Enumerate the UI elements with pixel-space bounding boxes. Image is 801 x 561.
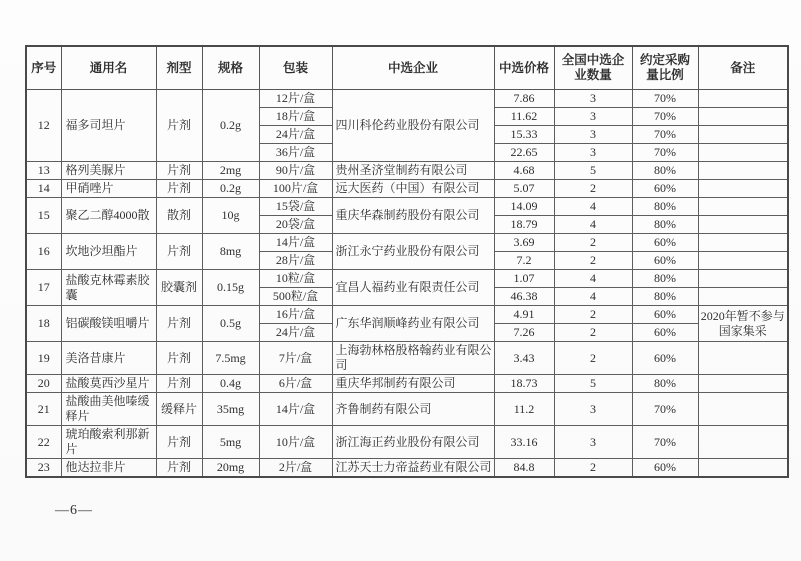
purchase-ratio-cell: 80% — [632, 270, 698, 288]
dosage-form-cell: 片剂 — [156, 459, 202, 478]
generic-name-cell: 福多司坦片 — [61, 90, 156, 162]
generic-name-cell: 铝碳酸镁咀嚼片 — [61, 306, 156, 342]
remark-cell — [698, 270, 788, 288]
enterprise-cell: 四川科伦药业股份有限公司 — [332, 90, 494, 162]
generic-name-cell: 盐酸莫西沙星片 — [61, 375, 156, 393]
enterprise-cell: 贵州圣济堂制药有限公司 — [332, 162, 494, 180]
column-header-5: 中选企业 — [332, 46, 494, 90]
table-row — [26, 306, 788, 324]
price-cell: 14.09 — [494, 198, 554, 216]
generic-name-cell: 格列美脲片 — [61, 162, 156, 180]
price-cell: 18.79 — [494, 216, 554, 234]
remark-cell — [698, 459, 788, 478]
row-number-cell: 17 — [26, 270, 61, 306]
package-cell: 28片/盒 — [259, 252, 332, 270]
row-number-cell: 13 — [26, 162, 61, 180]
price-cell: 84.8 — [494, 459, 554, 478]
table-row — [26, 180, 788, 198]
purchase-ratio-cell: 60% — [632, 342, 698, 375]
package-cell: 6片/盒 — [259, 375, 332, 393]
spec-cell: 8mg — [202, 234, 259, 270]
generic-name-cell: 盐酸克林霉素胶囊 — [61, 270, 156, 306]
enterprise-count-cell: 2 — [554, 459, 632, 478]
enterprise-count-cell: 3 — [554, 108, 632, 126]
purchase-ratio-cell: 70% — [632, 393, 698, 426]
enterprise-count-cell: 2 — [554, 252, 632, 270]
dosage-form-cell: 胶囊剂 — [156, 270, 202, 306]
purchase-ratio-cell: 80% — [632, 216, 698, 234]
remark-cell — [698, 216, 788, 234]
enterprise-cell: 广东华润顺峰药业有限公司 — [332, 306, 494, 342]
column-header-2: 剂型 — [156, 46, 202, 90]
purchase-ratio-cell: 70% — [632, 144, 698, 162]
table-row — [26, 459, 788, 478]
enterprise-count-cell: 2 — [554, 234, 632, 252]
column-header-8: 约定采购量比例 — [632, 46, 698, 90]
remark-cell — [698, 342, 788, 375]
purchase-ratio-cell: 70% — [632, 126, 698, 144]
enterprise-count-cell: 3 — [554, 126, 632, 144]
purchase-ratio-cell: 60% — [632, 252, 698, 270]
row-number-cell: 20 — [26, 375, 61, 393]
purchase-ratio-cell: 60% — [632, 324, 698, 342]
spec-cell: 5mg — [202, 426, 259, 459]
column-header-0: 序号 — [26, 46, 61, 90]
price-cell: 1.07 — [494, 270, 554, 288]
price-cell: 5.07 — [494, 180, 554, 198]
remark-cell — [698, 144, 788, 162]
enterprise-cell: 重庆华邦制药有限公司 — [332, 375, 494, 393]
purchase-ratio-cell: 60% — [632, 306, 698, 324]
price-cell: 3.69 — [494, 234, 554, 252]
remark-cell — [698, 393, 788, 426]
price-cell: 11.62 — [494, 108, 554, 126]
package-cell: 90片/盒 — [259, 162, 332, 180]
purchase-ratio-cell: 80% — [632, 198, 698, 216]
row-number-cell: 12 — [26, 90, 61, 162]
enterprise-count-cell: 4 — [554, 216, 632, 234]
table-row — [26, 198, 788, 216]
enterprise-count-cell: 3 — [554, 90, 632, 108]
dosage-form-cell: 片剂 — [156, 375, 202, 393]
dosage-form-cell: 片剂 — [156, 180, 202, 198]
purchase-ratio-cell: 70% — [632, 90, 698, 108]
spec-cell: 10g — [202, 198, 259, 234]
spec-cell: 7.5mg — [202, 342, 259, 375]
dosage-form-cell: 片剂 — [156, 306, 202, 342]
column-header-3: 规格 — [202, 46, 259, 90]
price-cell: 4.91 — [494, 306, 554, 324]
dosage-form-cell: 缓释片 — [156, 393, 202, 426]
dosage-form-cell: 散剂 — [156, 198, 202, 234]
generic-name-cell: 美洛昔康片 — [61, 342, 156, 375]
package-cell: 2片/盒 — [259, 459, 332, 478]
package-cell: 16片/盒 — [259, 306, 332, 324]
column-header-9: 备注 — [698, 46, 788, 90]
purchase-ratio-cell: 80% — [632, 162, 698, 180]
table-row — [26, 90, 788, 108]
generic-name-cell: 盐酸曲美他嗪缓释片 — [61, 393, 156, 426]
package-cell: 15袋/盒 — [259, 198, 332, 216]
row-number-cell: 16 — [26, 234, 61, 270]
package-cell: 12片/盒 — [259, 90, 332, 108]
purchase-ratio-cell: 60% — [632, 234, 698, 252]
package-cell: 500粒/盒 — [259, 288, 332, 306]
price-cell: 7.2 — [494, 252, 554, 270]
package-cell: 18片/盒 — [259, 108, 332, 126]
enterprise-count-cell: 5 — [554, 375, 632, 393]
enterprise-count-cell: 2 — [554, 324, 632, 342]
package-cell: 10粒/盒 — [259, 270, 332, 288]
row-number-cell: 19 — [26, 342, 61, 375]
purchase-ratio-cell: 80% — [632, 375, 698, 393]
remark-cell — [698, 426, 788, 459]
price-cell: 11.2 — [494, 393, 554, 426]
spec-cell: 2mg — [202, 162, 259, 180]
row-number-cell: 15 — [26, 198, 61, 234]
spec-cell: 0.4g — [202, 375, 259, 393]
enterprise-count-cell: 2 — [554, 306, 632, 324]
remark-cell — [698, 234, 788, 252]
price-cell: 33.16 — [494, 426, 554, 459]
price-cell: 46.38 — [494, 288, 554, 306]
generic-name-cell: 琥珀酸索利那新片 — [61, 426, 156, 459]
purchase-ratio-cell: 70% — [632, 108, 698, 126]
remark-cell — [698, 252, 788, 270]
column-header-7: 全国中选企业数量 — [554, 46, 632, 90]
remark-cell — [698, 162, 788, 180]
dosage-form-cell: 片剂 — [156, 90, 202, 162]
remark-cell — [698, 108, 788, 126]
enterprise-cell: 齐鲁制药有限公司 — [332, 393, 494, 426]
price-cell: 18.73 — [494, 375, 554, 393]
enterprise-count-cell: 5 — [554, 162, 632, 180]
dosage-form-cell: 片剂 — [156, 342, 202, 375]
procurement-table — [25, 45, 789, 478]
generic-name-cell: 聚乙二醇4000散 — [61, 198, 156, 234]
enterprise-count-cell: 3 — [554, 426, 632, 459]
enterprise-cell: 上海勃林格殷格翰药业有限公司 — [332, 342, 494, 375]
generic-name-cell: 他达拉非片 — [61, 459, 156, 478]
remark-cell — [698, 198, 788, 216]
table-header-row — [26, 46, 788, 90]
row-number-cell: 23 — [26, 459, 61, 478]
spec-cell: 0.2g — [202, 180, 259, 198]
spec-cell: 0.2g — [202, 90, 259, 162]
table-row — [26, 393, 788, 426]
package-cell: 14片/盒 — [259, 393, 332, 426]
purchase-ratio-cell: 60% — [632, 459, 698, 478]
package-cell: 14片/盒 — [259, 234, 332, 252]
enterprise-cell: 宜昌人福药业有限责任公司 — [332, 270, 494, 306]
enterprise-count-cell: 4 — [554, 270, 632, 288]
package-cell: 7片/盒 — [259, 342, 332, 375]
package-cell: 10片/盒 — [259, 426, 332, 459]
table-row — [26, 270, 788, 288]
remark-cell — [698, 180, 788, 198]
row-number-cell: 18 — [26, 306, 61, 342]
remark-cell — [698, 375, 788, 393]
spec-cell: 20mg — [202, 459, 259, 478]
spec-cell: 0.15g — [202, 270, 259, 306]
remark-cell — [698, 90, 788, 108]
remark-cell — [698, 126, 788, 144]
price-cell: 22.65 — [494, 144, 554, 162]
row-number-cell: 22 — [26, 426, 61, 459]
table-row — [26, 342, 788, 375]
generic-name-cell: 坎地沙坦酯片 — [61, 234, 156, 270]
enterprise-count-cell: 3 — [554, 393, 632, 426]
column-header-4: 包装 — [259, 46, 332, 90]
enterprise-count-cell: 2 — [554, 180, 632, 198]
page-number: —6— — [55, 503, 93, 518]
enterprise-cell: 重庆华森制药股份有限公司 — [332, 198, 494, 234]
price-cell: 7.26 — [494, 324, 554, 342]
column-header-1: 通用名 — [61, 46, 156, 90]
purchase-ratio-cell: 70% — [632, 426, 698, 459]
spec-cell: 0.5g — [202, 306, 259, 342]
price-cell: 15.33 — [494, 126, 554, 144]
enterprise-cell: 远大医药（中国）有限公司 — [332, 180, 494, 198]
table-row — [26, 375, 788, 393]
price-cell: 3.43 — [494, 342, 554, 375]
table-row — [26, 162, 788, 180]
enterprise-count-cell: 2 — [554, 342, 632, 375]
generic-name-cell: 甲硝唑片 — [61, 180, 156, 198]
table-row — [26, 426, 788, 459]
table-row — [26, 234, 788, 252]
remark-cell: 2020年暂不参与国家集采 — [698, 306, 788, 342]
enterprise-cell: 浙江海正药业股份有限公司 — [332, 426, 494, 459]
package-cell: 36片/盒 — [259, 144, 332, 162]
price-cell: 7.86 — [494, 90, 554, 108]
package-cell: 20袋/盒 — [259, 216, 332, 234]
spec-cell: 35mg — [202, 393, 259, 426]
row-number-cell: 14 — [26, 180, 61, 198]
package-cell: 100片/盒 — [259, 180, 332, 198]
price-cell: 4.68 — [494, 162, 554, 180]
dosage-form-cell: 片剂 — [156, 234, 202, 270]
dosage-form-cell: 片剂 — [156, 162, 202, 180]
purchase-ratio-cell: 60% — [632, 180, 698, 198]
remark-cell — [698, 288, 788, 306]
package-cell: 24片/盒 — [259, 126, 332, 144]
purchase-ratio-cell: 80% — [632, 288, 698, 306]
dosage-form-cell: 片剂 — [156, 426, 202, 459]
column-header-6: 中选价格 — [494, 46, 554, 90]
enterprise-count-cell: 4 — [554, 198, 632, 216]
package-cell: 24片/盒 — [259, 324, 332, 342]
enterprise-cell: 浙江永宁药业股份有限公司 — [332, 234, 494, 270]
row-number-cell: 21 — [26, 393, 61, 426]
enterprise-cell: 江苏天士力帝益药业有限公司 — [332, 459, 494, 478]
enterprise-count-cell: 3 — [554, 144, 632, 162]
enterprise-count-cell: 4 — [554, 288, 632, 306]
